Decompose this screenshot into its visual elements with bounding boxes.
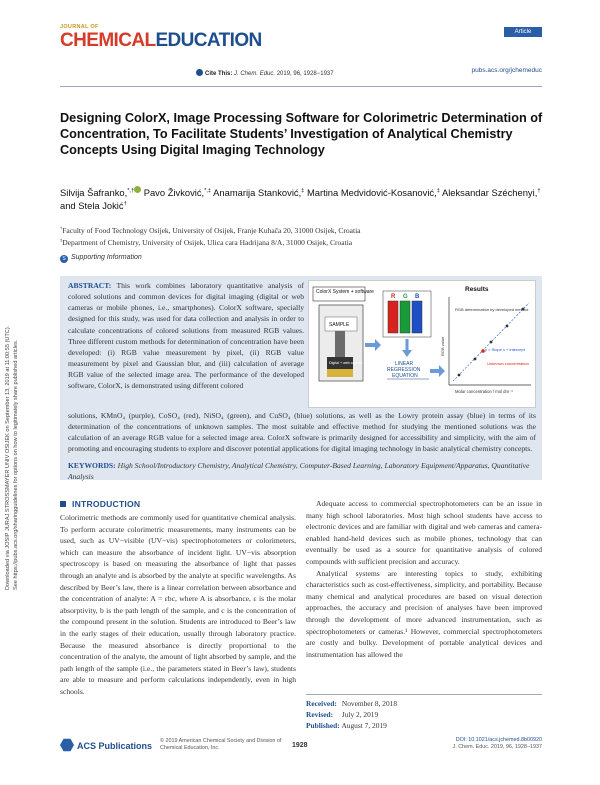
journal-small-label: JOURNAL OF [60,24,99,30]
toc-fit-legend: y = Slope x + intercept [485,347,525,352]
toc-equation-label: EQUATION [392,373,418,379]
footer-citation: J. Chem. Educ. 2019, 96, 1928−1937 [452,744,542,750]
date-revised: Revised: July 2, 2019 [306,710,379,719]
keywords [68,460,536,482]
toc-regression-label: REGRESSION [387,367,421,373]
author[interactable]: Anamarija Stanković,‡ [213,187,305,198]
download-notice-line1: Downloaded via JOSIP JURAJ STROSSMAYER UNIV OSIJEK on September 13, 2019 at 11:00:55 (UTC). [5,325,11,590]
toc-b-label: B [415,294,420,300]
journal-logo-chem: CHEMICAL [60,30,156,51]
toc-xlabel: Molar concentration / mol dm⁻³ [455,389,513,394]
author-list [60,186,550,212]
orcid-icon[interactable] [134,186,141,193]
paragraph: Adequate access to commercial spectrophotometers can be an issue in many high school laboratories. Most high school students have access to electronic devices and are familiar with digital and web cameras and camera-enabled hand-held devices such as mobile phones, technology that can eventually be used as a source for quantitative analysis of colored compounds with sufficient precision and accuracy. [306,499,542,566]
cite-label: Cite This: [205,71,233,77]
cite-icon [196,69,203,76]
toc-ylabel: RGB value [440,336,445,356]
toc-unknown-legend: Unknown concentration [487,361,529,366]
doi-link[interactable]: DOI: 10.1021/acs.jchemed.8b00920 [455,737,542,743]
affiliation: †Faculty of Food Technology Osijek, University of Osijek, Franje Kuhača 20, 31000 Osijek, Croatia [60,225,361,235]
journal-logo-edu: EDUCATION [155,30,262,51]
page-footer [60,736,542,766]
download-notice [4,200,38,590]
acs-publications-logo[interactable]: ACS Publications [60,738,152,752]
header-divider [60,86,542,87]
toc-g-label: G [403,294,408,300]
abstract-text-left: ABSTRACT: This work combines laboratory quantitative analysis of colored solutions and common devices for digital imaging (digital or web cameras or mobile phones, i.e., smartphones). ColorX software, specially designed for this study, was used for data collection and analysis in order to calculate concentrations of colored solutions from measured RGB values. Three different custom methods for determination of concentration have been developed: (i) RGB value measurement by pixel, (ii) RGB value measurement by pixel and Gaussian blur, and (iii) calculation of average RGB value of the selected image area. The performance of the developed software, ColorX, is demonstrated using different colored [68,281,305,391]
paragraph: Analytical systems are interesting topics to study, exhibiting characteristics such as cost-effectiveness, simplicity, and portability. Because many chemical and analytical procedures are based on visual detection approaches, the accuracy and precision of analyses have been improved through the development of more advanced instrumentation, such as spectrophotometers or cameras.¹ However, commercial spectrophotometers are costly and bulky. Development of portable analytical devices and instrumentation has allowed the [306,568,542,659]
toc-graphic [308,280,536,408]
section-square-icon [60,501,66,507]
author[interactable]: Aleksandar Széchenyi,† [441,187,541,198]
keywords-list: High School/Introductory Chemistry, Analytical Chemistry, Computer-Based Learning, Laboratory Equipment/Apparatus, Quantitative Analysis [68,461,530,481]
toc-linear-label: LINEAR [395,361,414,367]
article-history [306,694,542,731]
intro-column-left: Colorimetric methods are commonly used for quantitative chemical analysis. To perform accurate colorimetric measurements, many instruments can be used, such as UV−visible (UV−vis) spectrophotometers or colorimeters, which can measure the absorbance of incident light. UV−vis absorption spectroscopy is based on measuring the absorbance of light that passes through an analyte and is absorbed by the analyte at specific wavelengths. As described by Beer’s law, there is a linear correlation between absorbance and the concentration of analyte: A = εbc, where A is absorbance, ε is the molar absorptivity, b is the path length of the sample, and c is the concentration of the compound present in the solution. Students are introduced to Beer’s law in the early stages of their education, usually through laboratory practice. Because the measured absorbance is directly proportional to the concentration of the analyte, the amount of light absorbed by sample, and the path length of the sample (i.e., the parameters stated in Beer’s law), students are able to measure and perform calculations independently, even in high schools. [60,513,296,696]
abstract-text-wide: solutions, KMnO₄ (purple), CoSO₄ (red), NiSO₄ (green), and CuSO₄ (blue) solutions, as well as the Lowry protein assay (blue) in terms of its determination of the concentrations of unknown samples. The most suitable and effective method for studying the mentioned solutions was the calculation of an average RGB value for a selected image area. ColorX software is primarily designed for accessibility and simplicity, with the aim of promoting and encouraging students to explore and discover potential applications for digital imaging technology in basic analytical chemistry concepts. [68,411,536,454]
section-heading-introduction: INTRODUCTION [60,499,140,509]
acs-hexagon-icon [60,738,74,752]
cite-volume: 2019, 96, 1928−1937 [276,71,334,77]
author[interactable]: Martina Medvidović-Kosanović,‡ [306,187,440,198]
keywords-label: KEYWORDS: [68,461,116,470]
article-title: Designing ColorX, Image Processing Software for Colorimetric Determination of Concentration, To Facilitate Students’ Investigation of Analytical Chemistry Concepts Using Digital Imaging Technology [60,111,543,157]
abstract-label: ABSTRACT: [68,281,112,290]
download-notice-line2: See https://pubs.acs.org/sharingguidelines for options on how to legitimately share published articles. [13,339,19,590]
supporting-info-link[interactable]: S Supporting Information [60,254,142,263]
toc-rgb-legend: RGB determination by developed method [455,307,529,312]
doi-block [382,737,542,751]
journal-url-link[interactable]: pubs.acs.org/jchemeduc [471,67,542,74]
date-received: Received: November 8, 2018 [306,699,398,708]
intro-column-right [306,498,542,660]
page-number: 1928 [292,742,308,749]
copyright-notice: © 2019 American Chemical Society and Division of Chemical Education, Inc. [160,738,282,751]
supporting-info-icon: S [60,255,68,263]
author[interactable]: and Stela Jokić† [60,200,127,211]
affiliation: ‡Department of Chemistry, University of Osijek, Ulica cara Hadrijana 8/A, 31000 Osijek, Croatia [60,237,353,247]
author[interactable]: Pavo Živković,*,‡ [143,187,212,198]
author[interactable]: Silvija Šafranko,*,† [60,187,141,198]
toc-sample-label: SAMPLE [329,322,350,328]
journal-logo[interactable] [60,31,262,51]
toc-camera-label: Digital + web camera [329,361,363,365]
cite-journal: J. Chem. Educ. [234,71,276,77]
journal-header [60,20,542,80]
abstract-box [60,276,542,480]
article-type-badge: Article [504,27,542,37]
cite-this[interactable] [196,69,334,77]
toc-r-label: R [391,294,396,300]
toc-system-label: ColorX System + software [316,289,374,295]
date-published: Published: August 7, 2019 [306,721,387,730]
toc-results-label: Results [465,286,489,293]
